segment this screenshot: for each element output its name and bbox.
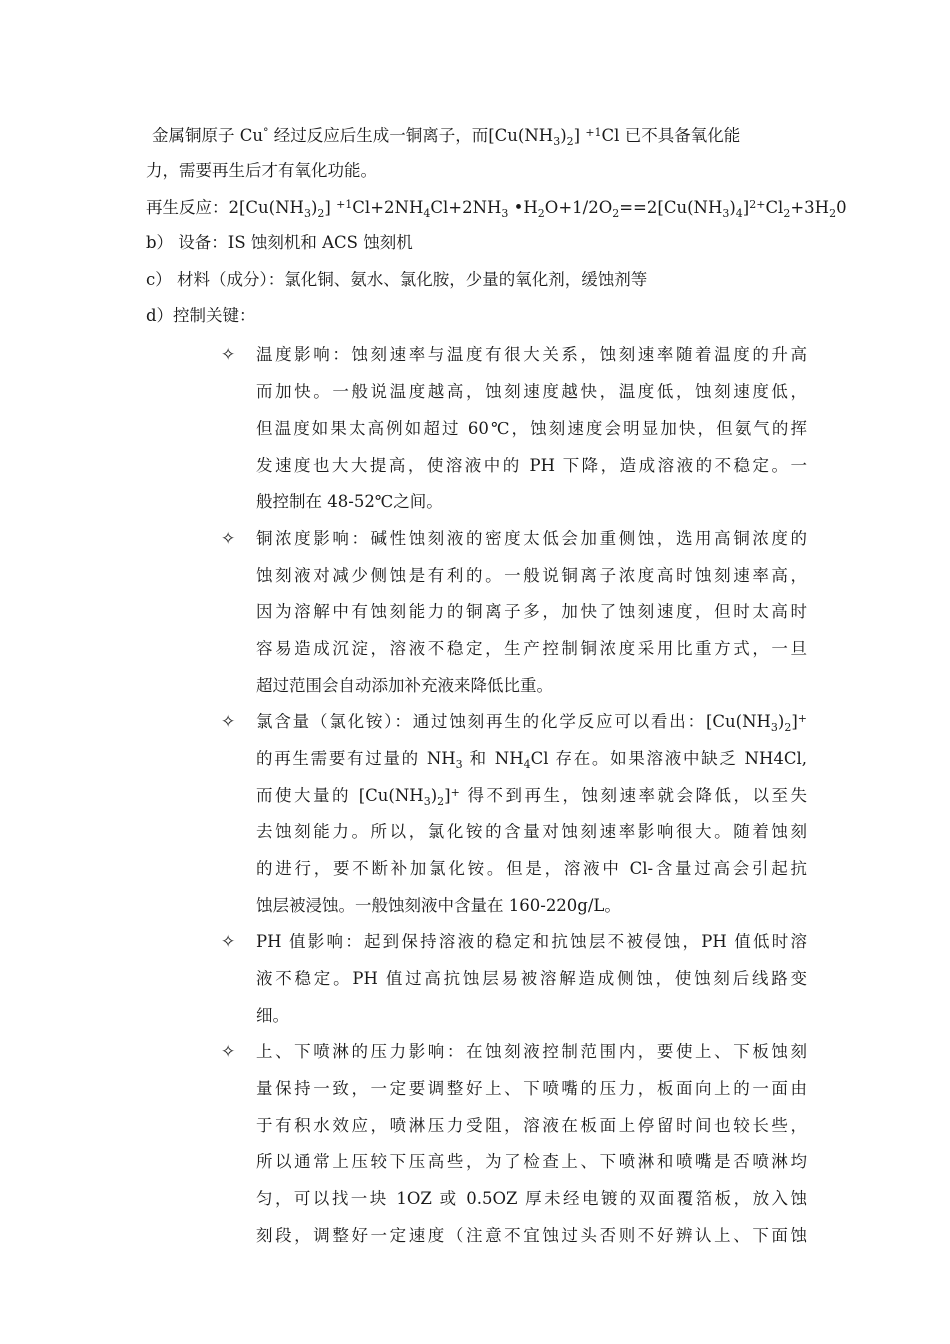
- chloride-line-6: 蚀层被浸蚀。一般蚀刻液中含量在 160-220g/L。: [256, 896, 621, 915]
- chloride-line-2: 的再生需要有过量的 $NH_3$ 和 $NH_4Cl$ 存在。如果溶液中缺乏 NH4Cl,: [256, 749, 807, 771]
- diamond-star-icon: ✧: [221, 932, 236, 952]
- temp-line-2: 而加快。一般说温度越高，蚀刻速度越快，温度低，蚀刻速度低，: [256, 382, 807, 401]
- chloride-line-3: 而使大量的 $[Cu(NH_3)_2]^+$ 得不到再生，蚀刻速率就会降低，以至失: [256, 786, 807, 808]
- diamond-star-icon: ✧: [221, 712, 236, 732]
- item-c-materials: c） 材料（成分）：氯化铜、氨水、氯化胺，少量的氧化剂，缓蚀剂等: [146, 270, 648, 289]
- copper-line-2: 蚀刻液对减少侧蚀是有利的。一般说铜离子浓度高时蚀刻速率高，: [256, 566, 807, 585]
- item-d-control-keys: d）控制关键：: [146, 306, 256, 325]
- copper-line-5: 超过范围会自动添加补充液来降低比重。: [256, 676, 553, 695]
- chloride-line-4: 去蚀刻能力。所以，氯化铵的含量对蚀刻速率影响很大。随着蚀刻: [256, 822, 807, 841]
- spray-line-4: 所以通常上压较下压高些，为了检查上、下喷淋和喷嘴是否喷淋均: [256, 1152, 807, 1171]
- diamond-star-icon: ✧: [221, 1042, 236, 1062]
- chloride-line-1: 氯含量（氯化铵）：通过蚀刻再生的化学反应可以看出：$[Cu(NH_3)_2]^+$: [256, 712, 807, 734]
- regeneration-equation: 再生反应：$2[Cu(NH_3)_2]$ $^{+1}Cl+2NH_4Cl+2NH_3$ $•H_2O+1/2O_2==2[Cu(NH_3)_4]^{2+}Cl_2+3H_20$: [146, 198, 847, 220]
- spray-line-6: 刻段，调整好一定速度（注意不宜蚀过头否则不好辨认上、下面蚀: [256, 1226, 807, 1245]
- spray-line-2: 量保持一致，一定要调整好上、下喷嘴的压力，板面向上的一面由: [256, 1079, 807, 1098]
- temp-line-3: 但温度如果太高例如超过 60℃，蚀刻速度会明显加快，但氨气的挥: [256, 419, 807, 438]
- spray-line-3: 于有积水效应，喷淋压力受阻，溶液在板面上停留时间也较长些，: [256, 1116, 807, 1135]
- copper-line-4: 容易造成沉淀，溶液不稳定，生产控制铜浓度采用比重方式，一旦: [256, 639, 807, 658]
- diamond-star-icon: ✧: [221, 529, 236, 549]
- ph-line-2: 液不稳定。PH 值过高抗蚀层易被溶解造成侧蚀，使蚀刻后线路变: [256, 969, 807, 988]
- diamond-star-icon: ✧: [221, 345, 236, 365]
- chloride-line-5: 的进行，要不断补加氯化铵。但是，溶液中 Cl-含量过高会引起抗: [256, 859, 807, 878]
- ph-line-3: 细。: [256, 1006, 289, 1025]
- temp-line-4: 发速度也大大提高，使溶液中的 PH 下降，造成溶液的不稳定。一: [256, 456, 807, 475]
- temp-line-5: 般控制在 48-52℃之间。: [256, 492, 443, 511]
- spray-line-5: 匀，可以找一块 1OZ 或 0.5OZ 厚未经电镀的双面覆箔板，放入蚀: [256, 1189, 807, 1208]
- ph-line-1: PH 值影响：起到保持溶液的稳定和抗蚀层不被侵蚀，PH 值低时溶: [256, 932, 807, 951]
- temp-line-1: 温度影响：蚀刻速率与温度有很大关系，蚀刻速率随着温度的升高: [256, 345, 807, 364]
- item-b-equipment: b） 设备：IS 蚀刻机和 ACS 蚀刻机: [146, 233, 413, 252]
- spray-line-1: 上、下喷淋的压力影响：在蚀刻液控制范围内，要使上、下板蚀刻: [256, 1042, 807, 1061]
- copper-line-1: 铜浓度影响：碱性蚀刻液的密度太低会加重侧蚀，选用高铜浓度的: [256, 529, 807, 548]
- intro-line-1: 金属铜原子 Cu° 经过反应后生成一铜离子，而$[Cu(NH_3)_2]$ $^{+1}$Cl 已不具备氧化能: [152, 126, 741, 148]
- copper-line-3: 因为溶解中有蚀刻能力的铜离子多，加快了蚀刻速度，但时太高时: [256, 602, 807, 621]
- intro-line-2: 力，需要再生后才有氧化功能。: [146, 161, 377, 180]
